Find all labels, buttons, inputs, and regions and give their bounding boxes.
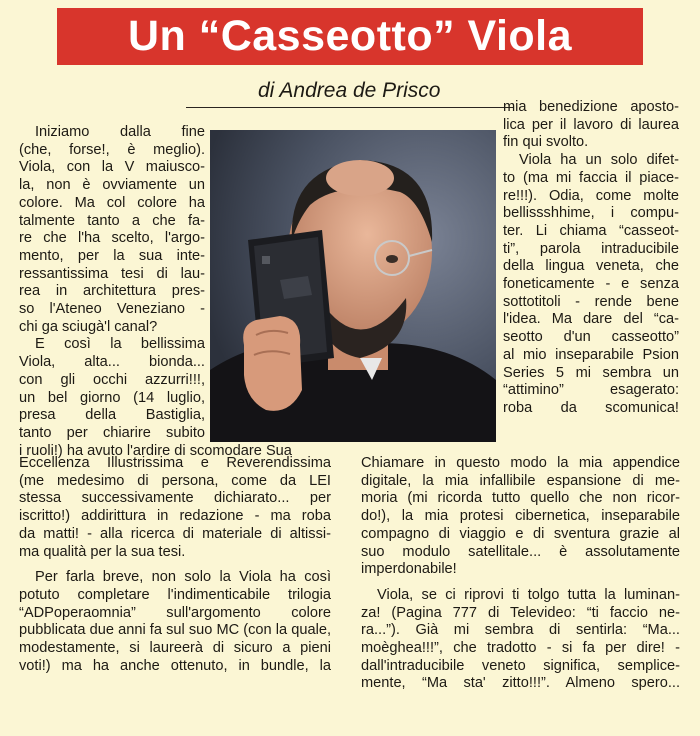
bottom-right-line: do!), la mia protesi cibernetica, inseparabile — [361, 508, 680, 525]
left-line: Viola, alta... bionda... — [19, 354, 205, 371]
right-line: sottotitoli - rende bene — [503, 293, 679, 310]
bottom-right-line: ra...”). Già mi sembra di sentirla: “Ma... — [361, 622, 680, 639]
bottom-right-line: Viola, se ci riprovi ti tolgo tutta la luminan- — [377, 586, 680, 603]
left-line: Iniziamo dalla fine — [35, 124, 205, 140]
left-line: Viola, con la V maiusco- — [19, 159, 205, 176]
right-line: mia benedizione aposto- — [503, 99, 679, 115]
bottom-right-line: imperdonabile! — [361, 561, 457, 578]
right-line: re!!!). Odia, come molte — [503, 187, 679, 204]
left-line: tanto per chiarire subito — [19, 424, 205, 441]
left-line: colore. Ma col colore ha — [19, 194, 205, 211]
left-line: presa della Bastiglia, — [19, 407, 205, 424]
bottom-left-line: Eccellenza Illustrissima e Reverendissima — [19, 455, 331, 471]
right-line: al mio inseparabile Psion — [503, 346, 679, 363]
right-line: ti”, parola intraducibile — [503, 240, 679, 257]
left-line: (che, forse!, è meglio). — [19, 141, 205, 158]
article-right-column — [503, 99, 679, 418]
article-left-column — [19, 124, 292, 460]
right-line: roba da scomunica! — [503, 399, 679, 416]
left-line: un bel giorno (14 luglio, — [19, 389, 205, 406]
right-line: foneticamente - e senza — [503, 276, 679, 293]
right-line: fin qui svolto. — [503, 134, 589, 151]
right-line: lica per il lavoro di laurea — [503, 116, 679, 133]
author-byline: di Andrea de Prisco — [258, 79, 441, 102]
bottom-left-line: potuto completare l'indimenticabile trilogia — [19, 586, 331, 603]
byline-rule — [186, 107, 513, 108]
bottom-right-line: mente, “Ma sta' zitto!!!”. Almeno spero... — [361, 675, 680, 692]
bottom-left-line: pubblicata due anni fa sul suo MC (con la quale, — [19, 622, 331, 639]
portrait-illustration — [210, 130, 496, 442]
left-line: rea in architettura pres- — [19, 283, 205, 300]
bottom-left-line: (me medesimo di persona, come da LEI — [19, 472, 331, 489]
right-line: l'idea. Ma dare del “ca- — [503, 311, 679, 328]
bottom-left-line: voti!) ma ha anche ottenuto, in bundle, la — [19, 657, 331, 674]
right-line: Series 5 mi sembra un — [503, 364, 679, 381]
bottom-right-line: suo modulo satellitale... è assolutamente — [361, 543, 680, 560]
left-line: mento, per la sua inte- — [19, 247, 205, 264]
left-line: E così la bellissima — [35, 336, 205, 353]
bottom-left-line: “ADPoperaomnia” sull'argomento colore — [19, 604, 331, 621]
title-banner — [57, 8, 643, 65]
right-line: Viola ha un solo difet- — [519, 152, 679, 169]
left-line: so l'Ateneo Veneziano - — [19, 301, 205, 318]
right-line: della lingua veneta, che — [503, 258, 679, 275]
left-line: i ruoli!) ha avuto l'ardire di scomodare Sua — [19, 442, 292, 459]
bottom-left-line: stessa successivamente dichiarato... per — [19, 490, 331, 507]
bottom-left-line: modestamente, si laureerà di sicuro a pieni — [19, 640, 331, 657]
right-line: seotto d'un casseotto” — [503, 329, 679, 346]
left-line: ressantissima tesi di lau- — [19, 265, 205, 282]
bottom-right-line: moria (mi ricorda tutto quello che non ricor- — [361, 490, 680, 507]
bottom-left-line: da matti! - alla ricerca di materiale di altissi- — [19, 525, 331, 542]
bottom-right-line: moèghea!!!”, che tradotto - si fa per dire! - — [361, 640, 680, 657]
right-line: ter. Li chiama “casseot- — [503, 222, 679, 239]
author-photo — [210, 130, 496, 442]
left-line: talmente tanto a che fa- — [19, 212, 205, 229]
bottom-right-line: digitale, la mia infallibile espansione di me- — [361, 472, 680, 489]
bottom-right-line: Chiamare in questo modo la mia appendice — [361, 455, 680, 471]
right-line: bellissshhime, i compu- — [503, 205, 679, 222]
bottom-right-line: za! (Pagina 777 di Televideo: “ti faccio ne- — [361, 604, 680, 621]
bottom-left-column — [19, 455, 331, 675]
left-line: con gli occhi azzurri!!!, — [19, 371, 205, 388]
right-line: to (ma mi faccia il piace- — [503, 169, 679, 186]
bottom-right-column — [361, 455, 680, 693]
bottom-left-line: iscritto!) addirittura in redazione - ma roba — [19, 508, 331, 525]
article-title: Un “Casseotto” Viola — [127, 12, 573, 60]
left-line: re che l'ha scelto, l'argo- — [19, 230, 205, 247]
bottom-left-line: Per farla breve, non solo la Viola ha così — [35, 569, 331, 586]
bottom-right-line: compagno di viaggio e di sventura grazie al — [361, 525, 680, 542]
bottom-left-line: ma qualità per la sua tesi. — [19, 543, 186, 560]
left-line: la, non è ovviamente un — [19, 177, 205, 194]
article-bottom-block — [19, 455, 680, 692]
right-line: “attimino” esagerato: — [503, 382, 679, 399]
bottom-right-line: dall'intraducibile veneto significa, semplice- — [361, 657, 680, 674]
left-line: chi ga sciugà'l canal? — [19, 318, 158, 335]
